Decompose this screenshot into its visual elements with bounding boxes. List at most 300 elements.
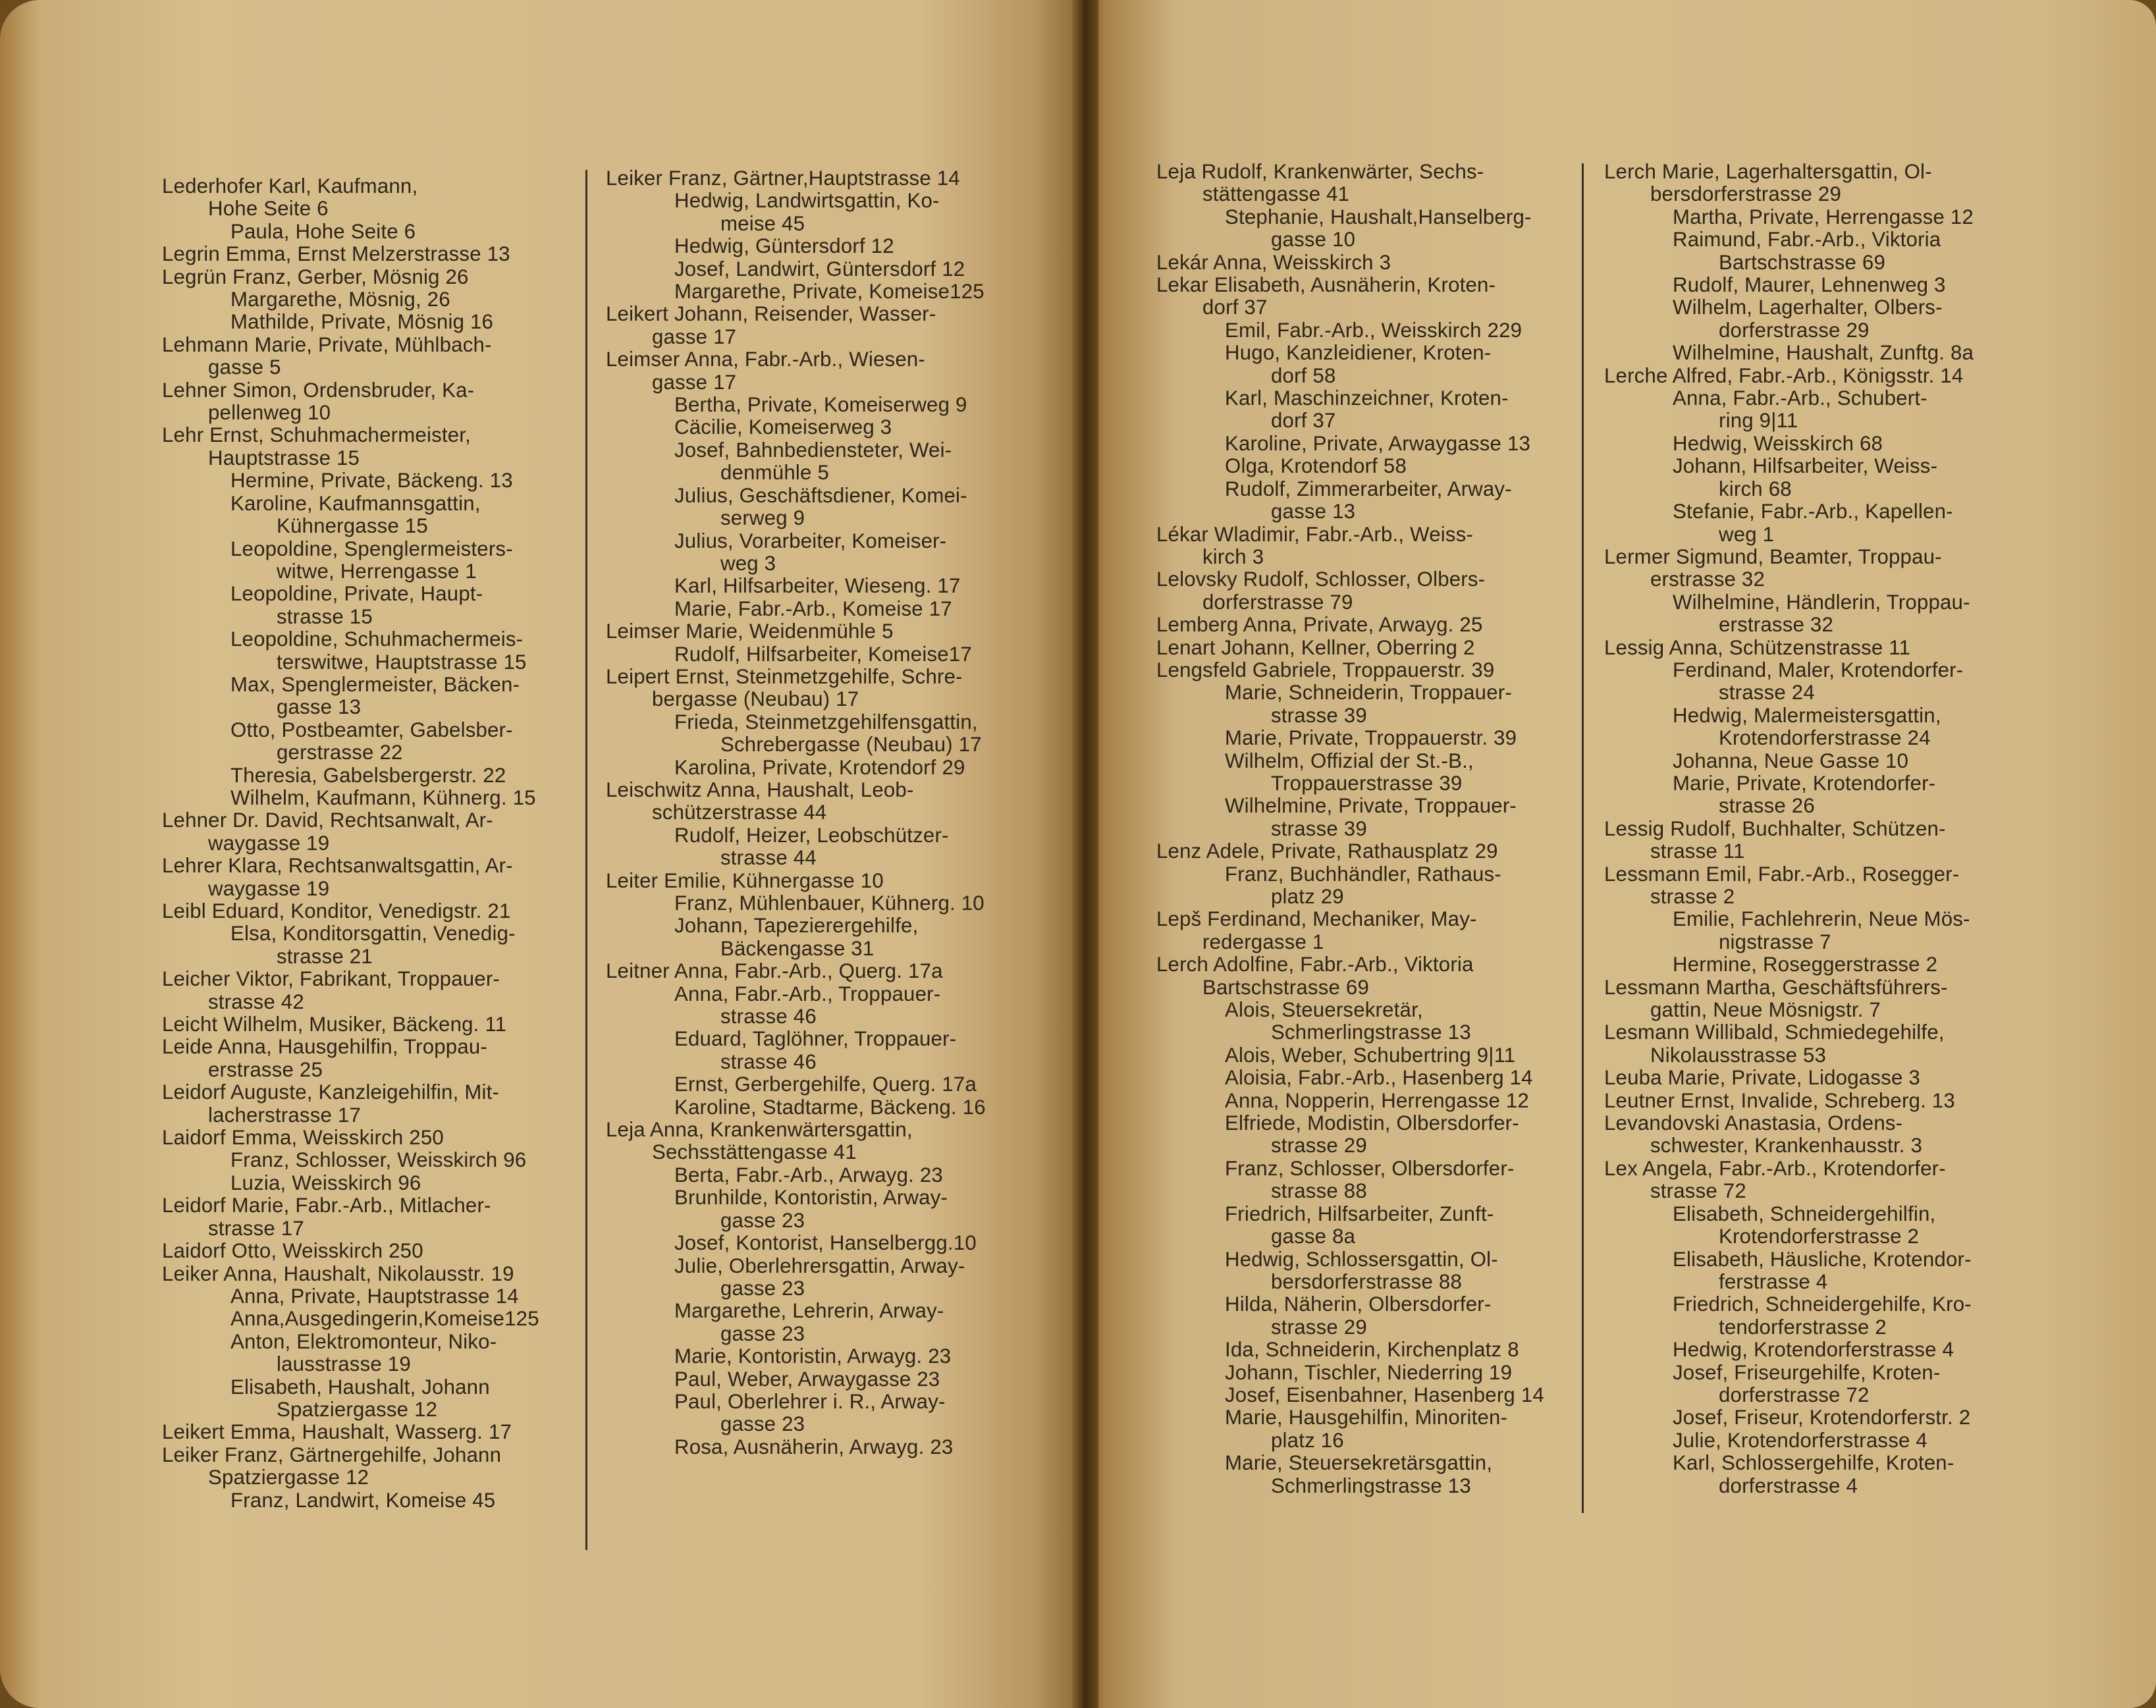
directory-entry bbox=[1604, 1158, 2026, 1203]
directory-entry bbox=[1156, 274, 1578, 319]
entry-line: Lerche Alfred, Fabr.-Arb., Königsstr. 14 bbox=[1604, 363, 1964, 387]
entry-continuation-line: strasse 29 bbox=[1271, 1315, 1367, 1339]
entry-line: Lenz Adele, Private, Rathausplatz 29 bbox=[1156, 840, 1498, 863]
entry-line: Johann, Tischler, Niederring 19 bbox=[1225, 1360, 1513, 1384]
entry-line: Leipert Ernst, Steinmetzgehilfe, Schre- bbox=[606, 664, 963, 688]
directory-subentry bbox=[1156, 1044, 1578, 1067]
entry-line: Frieda, Steinmetzgehilfensgattin, bbox=[674, 710, 978, 734]
entry-line: Lekár Anna, Weisskirch 3 bbox=[1156, 250, 1391, 274]
directory-entry bbox=[162, 1444, 583, 1489]
entry-line: Franz, Buchhändler, Rathaus- bbox=[1225, 862, 1501, 886]
entry-line: Franz, Landwirt, Komeise 45 bbox=[230, 1488, 496, 1512]
entry-line: Karoline, Kaufmannsgattin, bbox=[230, 491, 481, 515]
entry-line: Hermine, Roseggerstrasse 2 bbox=[1673, 953, 1938, 976]
directory-subentry bbox=[606, 235, 1027, 257]
entry-line: Karl, Schlossergehilfe, Kroten- bbox=[1673, 1451, 1954, 1475]
entry-line: Berta, Fabr.-Arb., Arwayg. 23 bbox=[674, 1163, 943, 1187]
entry-continuation-line: erstrasse 32 bbox=[1650, 568, 1765, 591]
entry-line: Lessmann Emil, Fabr.-Arb., Rosegger- bbox=[1604, 862, 1960, 886]
entry-line: Karl, Maschinzeichner, Kroten- bbox=[1225, 387, 1509, 410]
entry-line: Lermer Sigmund, Beamter, Troppau- bbox=[1604, 545, 1942, 568]
directory-subentry bbox=[1156, 478, 1578, 523]
entry-continuation-line: erstrasse 32 bbox=[1719, 613, 1834, 637]
directory-subentry bbox=[1156, 1203, 1578, 1248]
directory-entry bbox=[162, 1194, 583, 1240]
directory-subentry bbox=[606, 643, 1027, 666]
directory-subentry bbox=[1156, 455, 1578, 477]
entry-line: Emil, Fabr.-Arb., Weisskirch 229 bbox=[1225, 318, 1523, 342]
entry-continuation-line: lausstrasse 19 bbox=[277, 1352, 411, 1376]
entry-line: Leiker Franz, Gärtnergehilfe, Johann bbox=[162, 1443, 502, 1466]
directory-entry bbox=[1156, 953, 1578, 999]
entry-line: Lekar Elisabeth, Ausnäherin, Kroten- bbox=[1156, 273, 1496, 297]
entry-continuation-line: bergasse (Neubau) 17 bbox=[652, 687, 859, 711]
entry-line: Johanna, Neue Gasse 10 bbox=[1673, 749, 1909, 772]
entry-continuation-line: platz 16 bbox=[1271, 1428, 1344, 1452]
entry-line: Josef, Landwirt, Güntersdorf 12 bbox=[674, 257, 965, 280]
entry-line: Leopoldine, Private, Haupt- bbox=[230, 582, 483, 606]
entry-continuation-line: gasse 8a bbox=[1271, 1225, 1356, 1248]
entry-line: Karoline, Private, Arwaygasse 13 bbox=[1225, 431, 1531, 455]
entry-line: Alois, Weber, Schubertring 9|11 bbox=[1225, 1043, 1516, 1067]
entry-line: Alois, Steuersekretär, bbox=[1225, 998, 1423, 1022]
entry-line: Marie, Fabr.-Arb., Komeise 17 bbox=[674, 597, 952, 620]
directory-subentry bbox=[162, 787, 583, 809]
directory-subentry bbox=[1156, 206, 1578, 252]
directory-entry bbox=[1604, 863, 2026, 909]
entry-line: Friedrich, Hilfsarbeiter, Zunft- bbox=[1225, 1202, 1494, 1225]
directory-subentry bbox=[1604, 953, 2026, 976]
entry-line: Leicht Wilhelm, Musiker, Bäckeng. 11 bbox=[162, 1013, 507, 1036]
entry-line: Leiter Emilie, Kühnergasse 10 bbox=[606, 868, 884, 892]
entry-continuation-line: gasse 10 bbox=[1271, 228, 1356, 252]
entry-line: Hedwig, Krotendorferstrasse 4 bbox=[1673, 1338, 1954, 1362]
entry-continuation-line: bersdorferstrasse 88 bbox=[1271, 1269, 1463, 1293]
entry-continuation-line: strasse 88 bbox=[1271, 1179, 1367, 1203]
entry-line: Julius, Vorarbeiter, Komeiser- bbox=[674, 529, 947, 552]
directory-subentry bbox=[1604, 1452, 2026, 1497]
entry-line: Hedwig, Weisskirch 68 bbox=[1673, 431, 1883, 455]
entry-line: Leicher Viktor, Fabrikant, Troppauer- bbox=[162, 967, 500, 991]
entry-line: Anna, Fabr.-Arb., Troppauer- bbox=[674, 982, 941, 1005]
directory-subentry bbox=[606, 598, 1027, 620]
entry-line: Hermine, Private, Bäckeng. 13 bbox=[230, 469, 513, 493]
directory-entry bbox=[1604, 365, 2026, 387]
directory-subentry bbox=[1156, 750, 1578, 795]
directory-entry bbox=[606, 1119, 1027, 1164]
entry-continuation-line: strasse 39 bbox=[1271, 816, 1367, 840]
directory-subentry bbox=[606, 258, 1027, 280]
directory-subentry bbox=[162, 922, 583, 968]
entry-line: Karl, Hilfsarbeiter, Wieseng. 17 bbox=[674, 574, 961, 598]
directory-entry bbox=[162, 1421, 583, 1443]
entry-continuation-line: Troppauerstrasse 39 bbox=[1271, 771, 1463, 795]
entry-line: Rosa, Ausnäherin, Arwayg. 23 bbox=[674, 1435, 954, 1458]
entry-continuation-line: Krotendorferstrasse 24 bbox=[1719, 726, 1931, 750]
directory-entry bbox=[162, 1013, 583, 1036]
directory-subentry bbox=[1156, 1248, 1578, 1294]
entry-line: Lehmann Marie, Private, Mühlbach- bbox=[162, 333, 492, 356]
entry-continuation-line: gerstrasse 22 bbox=[277, 741, 403, 764]
directory-entry bbox=[162, 243, 583, 265]
directory-entry bbox=[162, 334, 583, 379]
entry-line: Ferdinand, Maler, Krotendorfer- bbox=[1673, 658, 1964, 681]
directory-subentry bbox=[1156, 1158, 1578, 1203]
entry-continuation-line: strasse 42 bbox=[208, 990, 304, 1013]
directory-entry bbox=[1156, 840, 1578, 863]
directory-entry bbox=[162, 1240, 583, 1262]
entry-line: Josef, Bahnbediensteter, Wei- bbox=[674, 438, 952, 462]
entry-continuation-line: Bäckengasse 31 bbox=[720, 936, 875, 960]
entry-line: Leimser Anna, Fabr.-Arb., Wiesen- bbox=[606, 348, 925, 371]
directory-subentry bbox=[606, 394, 1027, 416]
entry-continuation-line: strasse 26 bbox=[1719, 794, 1815, 818]
entry-line: Leopoldine, Schuhmachermeis- bbox=[230, 627, 524, 651]
entry-continuation-line: platz 29 bbox=[1271, 885, 1344, 908]
entry-continuation-line: Kühnergasse 15 bbox=[277, 514, 428, 538]
entry-line: Leide Anna, Hausgehilfin, Troppau- bbox=[162, 1035, 488, 1059]
directory-entry bbox=[162, 968, 583, 1013]
entry-line: Leja Anna, Krankenwärtersgattin, bbox=[606, 1118, 913, 1142]
directory-subentry bbox=[606, 1073, 1027, 1096]
directory-subentry bbox=[162, 221, 583, 243]
entry-continuation-line: denmühle 5 bbox=[720, 461, 829, 485]
entry-line: Leuba Marie, Private, Lidogasse 3 bbox=[1604, 1066, 1920, 1090]
entry-line: Cäcilie, Komeiserweg 3 bbox=[674, 415, 892, 439]
entry-continuation-line: erstrasse 25 bbox=[208, 1057, 323, 1081]
entry-line: Lerch Adolfine, Fabr.-Arb., Viktoria bbox=[1156, 953, 1474, 976]
directory-entry bbox=[162, 1036, 583, 1081]
directory-subentry bbox=[1156, 1384, 1578, 1406]
entry-continuation-line: bersdorferstrasse 29 bbox=[1650, 182, 1842, 206]
entry-line: Hedwig, Güntersdorf 12 bbox=[674, 234, 894, 258]
entry-line: Brunhilde, Kontoristin, Arway- bbox=[674, 1186, 948, 1210]
directory-entry bbox=[1604, 976, 2026, 1022]
directory-entry bbox=[1156, 568, 1578, 614]
entry-line: Anna, Private, Hauptstrasse 14 bbox=[230, 1284, 519, 1308]
entry-line: Julie, Krotendorferstrasse 4 bbox=[1673, 1428, 1927, 1452]
directory-subentry bbox=[606, 416, 1027, 439]
directory-subentry bbox=[606, 575, 1027, 597]
entry-line: Margarethe, Lehrerin, Arway- bbox=[674, 1299, 944, 1323]
entry-continuation-line: strasse 11 bbox=[1650, 840, 1745, 863]
directory-subentry bbox=[1604, 206, 2026, 228]
entry-line: Rudolf, Maurer, Lehnenweg 3 bbox=[1673, 273, 1946, 297]
entry-line: Lex Angela, Fabr.-Arb., Krotendorfer- bbox=[1604, 1156, 1946, 1180]
entry-line: Elfriede, Modistin, Olbersdorfer- bbox=[1225, 1111, 1519, 1135]
entry-line: Lenart Johann, Kellner, Oberring 2 bbox=[1156, 635, 1475, 659]
directory-subentry bbox=[162, 469, 583, 492]
entry-continuation-line: weg 1 bbox=[1719, 522, 1775, 546]
directory-subentry bbox=[162, 1149, 583, 1171]
entry-line: Leidorf Auguste, Kanzleigehilfin, Mit- bbox=[162, 1081, 500, 1104]
entry-continuation-line: dorferstrasse 4 bbox=[1719, 1474, 1858, 1497]
entry-line: Lederhofer Karl, Kaufmann, bbox=[162, 174, 418, 198]
directory-entry bbox=[1604, 1090, 2026, 1112]
directory-subentry bbox=[606, 1345, 1027, 1368]
directory-subentry bbox=[1604, 772, 2026, 818]
directory-subentry bbox=[1604, 591, 2026, 637]
directory-entry bbox=[1156, 659, 1578, 681]
entry-continuation-line: redergasse 1 bbox=[1202, 930, 1324, 953]
directory-entry bbox=[162, 809, 583, 855]
directory-subentry bbox=[606, 1187, 1027, 1232]
entry-line: Marie, Kontoristin, Arwayg. 23 bbox=[674, 1345, 952, 1368]
entry-line: Leibl Eduard, Konditor, Venedigstr. 21 bbox=[162, 899, 511, 922]
directory-entry bbox=[606, 666, 1027, 711]
entry-continuation-line: gasse 17 bbox=[652, 370, 737, 394]
entry-continuation-line: gasse 23 bbox=[720, 1321, 805, 1345]
directory-entry bbox=[1604, 1067, 2026, 1089]
entry-line: Legrin Emma, Ernst Melzerstrasse 13 bbox=[162, 242, 510, 266]
entry-continuation-line: strasse 46 bbox=[720, 1050, 817, 1073]
directory-subentry bbox=[1156, 863, 1578, 909]
entry-line: Lepš Ferdinand, Mechaniker, May- bbox=[1156, 907, 1477, 931]
entry-line: Stephanie, Haushalt,Hanselberg- bbox=[1225, 205, 1532, 228]
directory-subentry bbox=[1156, 681, 1578, 727]
entry-line: Aloisia, Fabr.-Arb., Hasenberg 14 bbox=[1225, 1066, 1533, 1090]
directory-subentry bbox=[606, 1164, 1027, 1187]
directory-column-2 bbox=[606, 167, 1027, 1458]
directory-subentry bbox=[606, 1300, 1027, 1345]
directory-entry bbox=[1604, 637, 2026, 659]
entry-continuation-line: gasse 5 bbox=[208, 356, 281, 379]
entry-line: Lelovsky Rudolf, Schlosser, Olbers- bbox=[1156, 568, 1486, 591]
directory-subentry bbox=[162, 1489, 583, 1512]
entry-line: Lékar Wladimir, Fabr.-Arb., Weiss- bbox=[1156, 522, 1474, 546]
directory-subentry bbox=[162, 1331, 583, 1376]
entry-continuation-line: ferstrasse 4 bbox=[1719, 1269, 1828, 1293]
entry-line: Wilhelm, Offizial der St.-B., bbox=[1225, 749, 1474, 772]
entry-continuation-line: gasse 17 bbox=[652, 325, 737, 348]
directory-subentry bbox=[1604, 1248, 2026, 1294]
entry-line: Julius, Geschäftsdiener, Komei- bbox=[674, 483, 967, 507]
entry-line: Hedwig, Malermeistersgattin, bbox=[1673, 703, 1941, 727]
entry-continuation-line: Hauptstrasse 15 bbox=[208, 446, 360, 469]
entry-line: Josef, Friseur, Krotendorferstr. 2 bbox=[1673, 1406, 1971, 1429]
entry-continuation-line: waygasse 19 bbox=[208, 831, 330, 855]
entry-continuation-line: lacherstrasse 17 bbox=[208, 1103, 362, 1127]
directory-subentry bbox=[606, 711, 1027, 757]
column-rule-right bbox=[1582, 163, 1584, 1513]
directory-subentry bbox=[1156, 342, 1578, 387]
directory-subentry bbox=[162, 538, 583, 583]
entry-line: Josef, Eisenbahner, Hasenberg 14 bbox=[1225, 1383, 1544, 1406]
entry-line: Lessig Rudolf, Buchhalter, Schützen- bbox=[1604, 816, 1946, 840]
entry-line: Wilhelmine, Private, Troppauer- bbox=[1225, 794, 1517, 818]
entry-line: Raimund, Fabr.-Arb., Viktoria bbox=[1673, 228, 1941, 252]
entry-line: Mathilde, Private, Mösnig 16 bbox=[230, 310, 494, 334]
entry-line: Eduard, Taglöhner, Troppauer- bbox=[674, 1027, 957, 1051]
entry-continuation-line: dorferstrasse 79 bbox=[1202, 590, 1353, 614]
entry-continuation-line: Nikolausstrasse 53 bbox=[1650, 1043, 1827, 1067]
entry-continuation-line: weg 3 bbox=[720, 551, 776, 575]
directory-entry bbox=[1604, 1112, 2026, 1158]
entry-line: Elsa, Konditorsgattin, Venedig- bbox=[230, 922, 516, 946]
entry-line: Marie, Private, Troppauerstr. 39 bbox=[1225, 726, 1517, 750]
directory-subentry bbox=[606, 439, 1027, 485]
entry-line: Otto, Postbeamter, Gabelsber- bbox=[230, 718, 513, 741]
entry-continuation-line: Krotendorferstrasse 2 bbox=[1719, 1225, 1920, 1248]
directory-column-3 bbox=[1156, 161, 1578, 1497]
entry-continuation-line: strasse 29 bbox=[1271, 1134, 1367, 1158]
directory-column-4 bbox=[1604, 161, 2026, 1497]
entry-continuation-line: Hohe Seite 6 bbox=[208, 197, 329, 221]
entry-continuation-line: terswitwe, Hauptstrasse 15 bbox=[277, 650, 527, 674]
entry-line: Lehr Ernst, Schuhmachermeister, bbox=[162, 423, 472, 447]
directory-subentry bbox=[1156, 319, 1578, 342]
directory-subentry bbox=[162, 719, 583, 764]
directory-subentry bbox=[162, 1376, 583, 1422]
entry-line: Luzia, Weisskirch 96 bbox=[230, 1171, 421, 1194]
entry-line: Martha, Private, Herrengasse 12 bbox=[1673, 205, 1974, 228]
directory-subentry bbox=[1156, 727, 1578, 749]
entry-continuation-line: strasse 44 bbox=[720, 846, 817, 870]
directory-subentry bbox=[1604, 908, 2026, 953]
directory-subentry bbox=[162, 493, 583, 538]
directory-subentry bbox=[606, 485, 1027, 530]
entry-continuation-line: gattin, Neue Mösnigstr. 7 bbox=[1650, 998, 1881, 1022]
entry-continuation-line: strasse 17 bbox=[208, 1216, 304, 1240]
entry-line: Rudolf, Zimmerarbeiter, Arway- bbox=[1225, 477, 1512, 500]
entry-continuation-line: Sechsstättengasse 41 bbox=[652, 1140, 857, 1164]
entry-line: Franz, Schlosser, Olbersdorfer- bbox=[1225, 1156, 1515, 1180]
directory-subentry bbox=[1604, 659, 2026, 705]
directory-subentry bbox=[606, 280, 1027, 303]
directory-subentry bbox=[1604, 342, 2026, 364]
entry-line: Lesmann Willibald, Schmiedegehilfe, bbox=[1604, 1021, 1945, 1044]
directory-column-1 bbox=[162, 175, 583, 1512]
directory-subentry bbox=[606, 1368, 1027, 1391]
directory-subentry bbox=[1604, 500, 2026, 546]
directory-subentry bbox=[162, 1285, 583, 1308]
entry-line: Lehrer Klara, Rechtsanwaltsgattin, Ar- bbox=[162, 854, 513, 878]
entry-line: Anton, Elektromonteur, Niko- bbox=[230, 1329, 497, 1353]
entry-continuation-line: Spatziergasse 12 bbox=[277, 1397, 438, 1421]
entry-line: Anna,Ausgedingerin,Komeise125 bbox=[230, 1307, 539, 1331]
entry-line: Franz, Schlosser, Weisskirch 96 bbox=[230, 1148, 527, 1172]
entry-continuation-line: gasse 23 bbox=[720, 1276, 805, 1300]
entry-line: Marie, Private, Krotendorfer- bbox=[1673, 771, 1936, 795]
directory-entry bbox=[162, 175, 583, 221]
entry-continuation-line: strasse 15 bbox=[277, 604, 373, 628]
entry-line: Josef, Friseurgehilfe, Kroten- bbox=[1673, 1360, 1941, 1384]
entry-continuation-line: Schmerlingstrasse 13 bbox=[1271, 1474, 1471, 1497]
directory-entry bbox=[606, 620, 1027, 643]
entry-continuation-line: gasse 13 bbox=[277, 695, 362, 719]
entry-line: Hugo, Kanzleidiener, Kroten- bbox=[1225, 341, 1492, 365]
entry-line: Bertha, Private, Komeiserweg 9 bbox=[674, 393, 967, 417]
directory-subentry bbox=[606, 1255, 1027, 1300]
entry-line: Ida, Schneiderin, Kirchenplatz 8 bbox=[1225, 1338, 1519, 1362]
entry-continuation-line: dorf 37 bbox=[1202, 296, 1268, 319]
entry-continuation-line: gasse 23 bbox=[720, 1412, 805, 1436]
directory-subentry bbox=[1156, 795, 1578, 840]
directory-subentry bbox=[1604, 705, 2026, 750]
directory-subentry bbox=[1604, 1339, 2026, 1361]
directory-entry bbox=[606, 779, 1027, 824]
entry-continuation-line: Schrebergasse (Neubau) 17 bbox=[720, 733, 982, 757]
entry-line: Rudolf, Heizer, Leobschützer- bbox=[674, 823, 949, 847]
directory-subentry bbox=[1156, 1452, 1578, 1497]
entry-continuation-line: nigstrasse 7 bbox=[1719, 930, 1831, 953]
directory-entry bbox=[162, 1263, 583, 1285]
directory-subentry bbox=[606, 1096, 1027, 1119]
entry-continuation-line: meise 45 bbox=[720, 211, 805, 235]
directory-entry bbox=[1156, 161, 1578, 206]
directory-subentry bbox=[1156, 1090, 1578, 1112]
directory-entry bbox=[162, 900, 583, 922]
directory-subentry bbox=[606, 1028, 1027, 1073]
directory-subentry bbox=[1156, 1362, 1578, 1384]
directory-entry bbox=[606, 870, 1027, 892]
directory-subentry bbox=[1156, 433, 1578, 455]
entry-line: Leidorf Marie, Fabr.-Arb., Mitlacher- bbox=[162, 1194, 491, 1217]
entry-continuation-line: dorferstrasse 29 bbox=[1719, 318, 1870, 342]
directory-subentry bbox=[1156, 999, 1578, 1044]
entry-line: Leitner Anna, Fabr.-Arb., Querg. 17a bbox=[606, 959, 943, 983]
directory-subentry bbox=[606, 1436, 1027, 1458]
entry-line: Wilhelmine, Haushalt, Zunftg. 8a bbox=[1673, 341, 1974, 365]
entry-line: Marie, Steuersekretärsgattin, bbox=[1225, 1451, 1493, 1475]
entry-line: Hedwig, Schlossersgattin, Ol- bbox=[1225, 1247, 1498, 1271]
directory-subentry bbox=[1156, 1339, 1578, 1361]
directory-subentry bbox=[1604, 1293, 2026, 1339]
directory-subentry bbox=[162, 1172, 583, 1194]
entry-line: Margarethe, Private, Komeise125 bbox=[674, 280, 984, 304]
entry-line: Elisabeth, Häusliche, Krotendor- bbox=[1673, 1247, 1972, 1271]
directory-subentry bbox=[162, 1308, 583, 1330]
entry-line: Lerch Marie, Lagerhaltersgattin, Ol- bbox=[1604, 160, 1932, 183]
entry-line: Franz, Mühlenbauer, Kühnerg. 10 bbox=[674, 892, 984, 915]
entry-line: Lemberg Anna, Private, Arwayg. 25 bbox=[1156, 613, 1483, 637]
directory-entry bbox=[1604, 818, 2026, 863]
directory-entry bbox=[1156, 637, 1578, 659]
directory-subentry bbox=[1604, 387, 2026, 433]
entry-continuation-line: kirch 3 bbox=[1202, 545, 1264, 568]
entry-continuation-line: kirch 68 bbox=[1719, 477, 1792, 500]
directory-subentry bbox=[162, 311, 583, 333]
book-gutter bbox=[1072, 0, 1098, 1708]
entry-line: Paula, Hohe Seite 6 bbox=[230, 219, 416, 243]
entry-line: Marie, Hausgehilfin, Minoriten- bbox=[1225, 1406, 1508, 1429]
entry-continuation-line: ring 9|11 bbox=[1719, 409, 1798, 433]
entry-line: Lessig Anna, Schützenstrasse 11 bbox=[1604, 635, 1911, 659]
directory-subentry bbox=[1604, 750, 2026, 772]
directory-entry bbox=[1156, 614, 1578, 636]
directory-entry bbox=[606, 348, 1027, 394]
entry-line: Leischwitz Anna, Haushalt, Leob- bbox=[606, 778, 914, 801]
entry-continuation-line: strasse 24 bbox=[1719, 681, 1815, 705]
directory-subentry bbox=[162, 583, 583, 628]
entry-continuation-line: strasse 2 bbox=[1650, 885, 1735, 908]
entry-line: Leikert Johann, Reisender, Wasser- bbox=[606, 302, 936, 326]
directory-subentry bbox=[606, 892, 1027, 915]
entry-continuation-line: dorf 37 bbox=[1271, 409, 1336, 433]
entry-continuation-line: serweg 9 bbox=[720, 506, 805, 530]
directory-subentry bbox=[1156, 1293, 1578, 1339]
entry-line: Lehner Dr. David, Rechtsanwalt, Ar- bbox=[162, 809, 493, 832]
entry-line: Paul, Oberlehrer i. R., Arway- bbox=[674, 1389, 946, 1413]
directory-entry bbox=[162, 1081, 583, 1127]
entry-line: Anna, Fabr.-Arb., Schubert- bbox=[1673, 387, 1927, 410]
entry-continuation-line: Bartschstrasse 69 bbox=[1202, 975, 1370, 999]
entry-line: Marie, Schneiderin, Troppauer- bbox=[1225, 681, 1512, 705]
entry-continuation-line: schützerstrasse 44 bbox=[652, 801, 827, 824]
directory-subentry bbox=[606, 530, 1027, 575]
directory-subentry bbox=[606, 824, 1027, 870]
directory-subentry bbox=[1604, 1429, 2026, 1452]
